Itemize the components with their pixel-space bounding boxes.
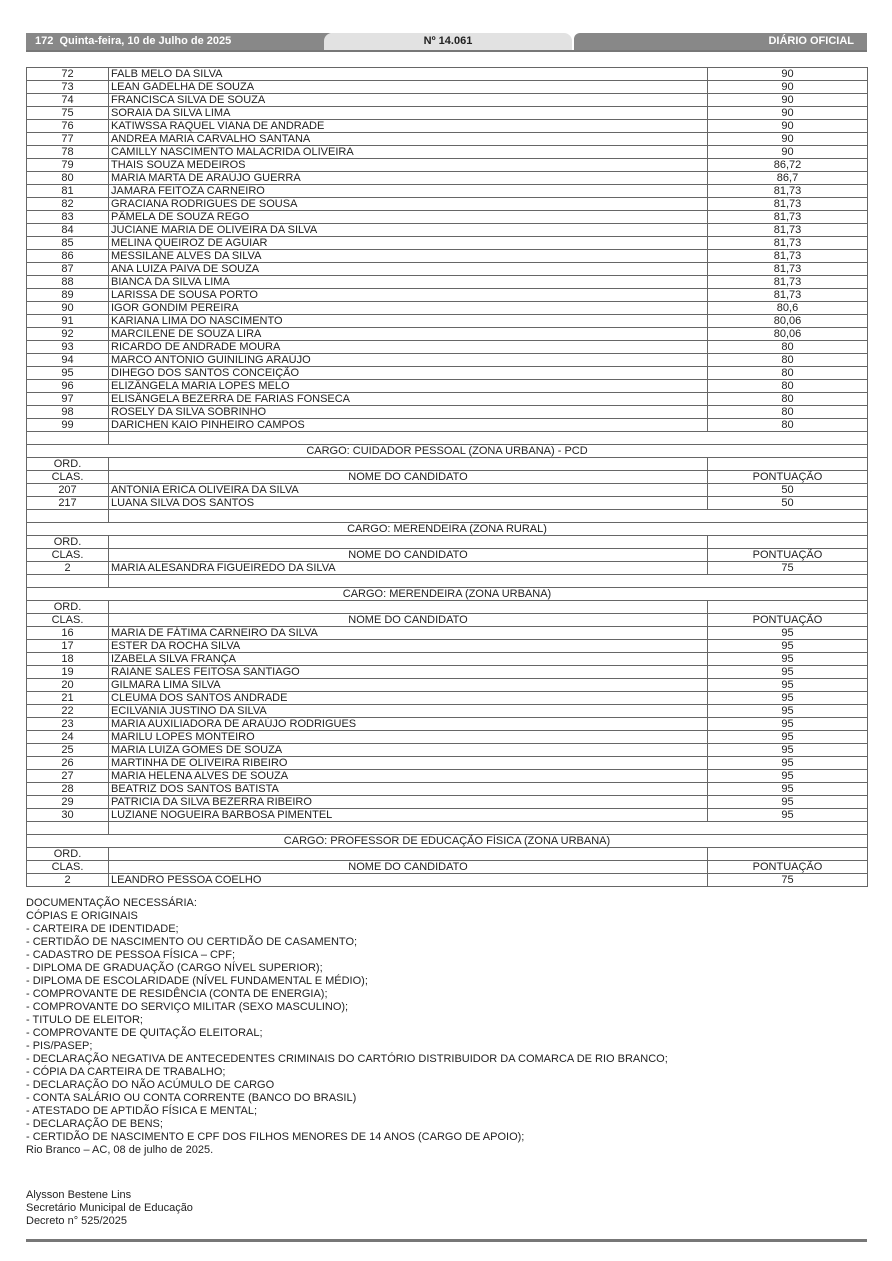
table-row [27,107,868,120]
header-row-bottom [27,861,868,874]
candidate-name-cell: DARICHEN KAIO PINHEIRO CAMPOS [109,419,708,432]
documentation-line: - ATESTADO DE APTIDÃO FÍSICA E MENTAL; [26,1105,258,1117]
table-row [27,666,868,679]
table-row [27,393,868,406]
rank-cell: 73 [27,81,109,94]
documentation-line: DOCUMENTAÇÃO NECESSÁRIA: [26,897,197,909]
candidate-name-cell: RAIANE SALES FEITOSA SANTIAGO [109,666,708,679]
table-row [27,211,868,224]
documentation-line: - DECLARAÇÃO DO NÃO ACÚMULO DE CARGO [26,1079,275,1091]
spacer-cell [27,575,109,588]
header-row-top [27,458,868,471]
table-row [27,640,868,653]
table-row [27,302,868,315]
decree-reference: Decreto n° 525/2025 [26,1215,128,1227]
score-cell: 95 [708,718,868,731]
table-row [27,198,868,211]
score-cell: 75 [708,874,868,887]
signatory-title: Secretário Municipal de Educação [26,1202,193,1214]
score-cell: 90 [708,94,868,107]
documentation-line: - CARTEIRA DE IDENTIDADE; [26,923,179,935]
table-row [27,224,868,237]
clas-header: CLAS. [27,471,109,484]
rank-cell: 26 [27,757,109,770]
candidate-name-cell: IZABELA SILVA FRANÇA [109,653,708,666]
candidate-name-cell: JUCIANE MARIA DE OLIVEIRA DA SILVA [109,224,708,237]
score-cell: 81,73 [708,224,868,237]
candidate-name-cell: ROSELY DA SILVA SOBRINHO [109,406,708,419]
candidate-name-cell: GRACIANA RODRIGUES DE SOUSA [109,198,708,211]
documentation-line: Rio Branco – AC, 08 de julho de 2025. [26,1144,214,1156]
table-row [27,796,868,809]
header-row-top [27,536,868,549]
candidate-name-cell: CAMILLY NASCIMENTO MALACRIDA OLIVEIRA [109,146,708,159]
score-cell: 81,73 [708,289,868,302]
header-row-bottom [27,614,868,627]
candidate-name-cell: KARIANA LIMA DO NASCIMENTO [109,315,708,328]
table-row [27,380,868,393]
candidate-name-cell: ELISÂNGELA BEZERRA DE FARIAS FONSECA [109,393,708,406]
score-cell: 90 [708,81,868,94]
score-header: PONTUAÇÃO [708,861,868,874]
spacer-cell [27,432,109,445]
score-cell: 80,06 [708,315,868,328]
ord-header: ORD. [27,848,109,861]
header-blank [708,848,868,861]
candidate-name-cell: ANA LUIZA PAIVA DE SOUZA [109,263,708,276]
score-cell: 81,73 [708,198,868,211]
candidate-name-cell: MARIA AUXILIADORA DE ARAÚJO RODRIGUES [109,718,708,731]
rank-cell: 20 [27,679,109,692]
table-row [27,627,868,640]
table-row [27,406,868,419]
signatory-name: Alysson Bestene Lins [26,1189,132,1201]
header-blank [109,601,708,614]
score-cell: 95 [708,679,868,692]
rank-cell: 87 [27,263,109,276]
header-rule [26,50,867,52]
ord-header: ORD. [27,536,109,549]
candidate-name-cell: LUANA SILVA DOS SANTOS [109,497,708,510]
score-cell: 95 [708,744,868,757]
table-row [27,133,868,146]
candidate-name-cell: BIANCA DA SILVA LIMA [109,276,708,289]
header-blank [708,601,868,614]
header-blank [708,536,868,549]
table-row [27,783,868,796]
rank-cell: 86 [27,250,109,263]
candidate-name-cell: MARIA ALESANDRA FIGUEIREDO DA SILVA [109,562,708,575]
score-cell: 75 [708,562,868,575]
header-blank [109,536,708,549]
rank-cell: 79 [27,159,109,172]
candidate-name-cell: ANDREA MARIA CARVALHO SANTANA [109,133,708,146]
rank-cell: 91 [27,315,109,328]
score-cell: 90 [708,133,868,146]
table-row [27,562,868,575]
candidate-name-cell: THAIS SOUZA MEDEIROS [109,159,708,172]
score-cell: 90 [708,146,868,159]
score-cell: 95 [708,692,868,705]
score-cell: 80 [708,341,868,354]
rank-cell: 83 [27,211,109,224]
score-cell: 50 [708,497,868,510]
header-blank [109,458,708,471]
rank-cell: 207 [27,484,109,497]
publication-title: DIÁRIO OFICIAL [768,35,854,47]
score-cell: 95 [708,640,868,653]
rank-cell: 97 [27,393,109,406]
rank-cell: 80 [27,172,109,185]
header-blank [708,458,868,471]
ord-header: ORD. [27,601,109,614]
rank-cell: 72 [27,68,109,81]
score-cell: 95 [708,809,868,822]
score-cell: 80 [708,367,868,380]
rank-cell: 25 [27,744,109,757]
score-cell: 81,73 [708,250,868,263]
rank-cell: 90 [27,302,109,315]
score-cell: 80 [708,406,868,419]
score-cell: 81,73 [708,211,868,224]
score-cell: 81,73 [708,237,868,250]
table-row [27,237,868,250]
rank-cell: 93 [27,341,109,354]
table-row [27,159,868,172]
spacer-cell [109,432,868,445]
name-header: NOME DO CANDIDATO [109,549,708,562]
table-row [27,874,868,887]
score-cell: 80,6 [708,302,868,315]
score-cell: 80 [708,380,868,393]
candidate-name-cell: MESSILANE ALVES DA SILVA [109,250,708,263]
table-row [27,185,868,198]
score-cell: 95 [708,770,868,783]
candidate-name-cell: FALB MELO DA SILVA [109,68,708,81]
table-row [27,315,868,328]
candidate-name-cell: LEANDRO PESSOA COELHO [109,874,708,887]
table-row [27,146,868,159]
documentation-list [26,897,867,1157]
table-row [27,770,868,783]
score-cell: 80 [708,419,868,432]
issue-number: Nº 14.061 [324,33,572,50]
table-row [27,276,868,289]
documentation-line: - CONTA SALÁRIO OU CONTA CORRENTE (BANCO DO BRASIL) [26,1092,357,1104]
table-row [27,250,868,263]
score-cell: 86,72 [708,159,868,172]
cargo-row [27,445,868,458]
candidate-name-cell: PATRICIA DA SILVA BEZERRA RIBEIRO [109,796,708,809]
table-row [27,718,868,731]
candidate-name-cell: SORAIA DA SILVA LIMA [109,107,708,120]
score-cell: 81,73 [708,276,868,289]
table-row [27,653,868,666]
clas-header: CLAS. [27,614,109,627]
table-row [27,809,868,822]
rank-cell: 74 [27,94,109,107]
rank-cell: 85 [27,237,109,250]
score-cell: 95 [708,796,868,809]
rank-cell: 2 [27,874,109,887]
score-cell: 81,73 [708,185,868,198]
score-cell: 95 [708,783,868,796]
score-cell: 95 [708,666,868,679]
candidate-name-cell: FRANCISCA SILVA DE SOUZA [109,94,708,107]
score-cell: 95 [708,705,868,718]
candidate-name-cell: MELINA QUEIROZ DE AGUIAR [109,237,708,250]
documentation-line: - COMPROVANTE DO SERVIÇO MILITAR (SEXO MASCULINO); [26,1001,349,1013]
header-row-bottom [27,549,868,562]
rank-cell: 96 [27,380,109,393]
name-header: NOME DO CANDIDATO [109,614,708,627]
rank-cell: 27 [27,770,109,783]
score-cell: 90 [708,107,868,120]
score-header: PONTUAÇÃO [708,549,868,562]
candidate-name-cell: KATIWSSA RAQUEL VIANA DE ANDRADE [109,120,708,133]
rank-cell: 16 [27,627,109,640]
table-row [27,744,868,757]
rank-cell: 2 [27,562,109,575]
candidate-name-cell: DIHEGO DOS SANTOS CONCEIÇÃO [109,367,708,380]
documentation-line: - CERTIDÃO DE NASCIMENTO E CPF DOS FILHOS MENORES DE 14 ANOS (CARGO DE APOIO); [26,1131,525,1143]
table-row [27,341,868,354]
rank-cell: 75 [27,107,109,120]
cargo-row [27,523,868,536]
rank-cell: 30 [27,809,109,822]
table-row [27,354,868,367]
score-cell: 95 [708,627,868,640]
page-header [26,33,867,50]
documentation-line: - COMPROVANTE DE QUITAÇÃO ELEITORAL; [26,1027,263,1039]
candidate-name-cell: MARCILENE DE SOUZA LIRA [109,328,708,341]
rank-cell: 217 [27,497,109,510]
documentation-line: CÓPIAS E ORIGINAIS [26,910,138,922]
spacer-cell [109,575,868,588]
rank-cell: 18 [27,653,109,666]
candidate-name-cell: ESTER DA ROCHA SILVA [109,640,708,653]
candidate-name-cell: ELIZÂNGELA MARIA LOPES MELO [109,380,708,393]
header-blank [109,848,708,861]
rank-cell: 29 [27,796,109,809]
table-row [27,692,868,705]
cargo-title: CARGO: PROFESSOR DE EDUCAÇÃO FÍSICA (ZONA URBANA) [27,835,868,848]
score-cell: 95 [708,653,868,666]
publication-banner [574,33,867,50]
candidate-name-cell: MARIA DE FÁTIMA CARNEIRO DA SILVA [109,627,708,640]
score-cell: 90 [708,120,868,133]
score-cell: 90 [708,68,868,81]
score-cell: 80 [708,393,868,406]
candidate-name-cell: MARIA MARTA DE ARAÚJO GUERRA [109,172,708,185]
table-row [27,120,868,133]
clas-header: CLAS. [27,549,109,562]
candidate-name-cell: LUZIANE NOGUEIRA BARBOSA PIMENTEL [109,809,708,822]
classification-table [26,67,868,887]
header-row-bottom [27,471,868,484]
table-row [27,68,868,81]
score-header: PONTUAÇÃO [708,614,868,627]
table-row [27,94,868,107]
documentation-line: - CÓPIA DA CARTEIRA DE TRABALHO; [26,1066,226,1078]
spacer-cell [109,822,868,835]
cargo-row [27,835,868,848]
cargo-row [27,588,868,601]
spacer-cell [27,510,109,523]
page-number: 172 [35,35,54,47]
rank-cell: 95 [27,367,109,380]
cargo-title: CARGO: CUIDADOR PESSOAL (ZONA URBANA) - PCD [27,445,868,458]
score-header: PONTUAÇÃO [708,471,868,484]
rank-cell: 89 [27,289,109,302]
documentation-line: - CADASTRO DE PESSOA FÍSICA – CPF; [26,949,236,961]
rank-cell: 22 [27,705,109,718]
table-row [27,172,868,185]
spacer-row [27,575,868,588]
rank-cell: 76 [27,120,109,133]
documentation-line: - DECLARAÇÃO NEGATIVA DE ANTECEDENTES CRIMINAIS DO CARTÓRIO DISTRIBUIDOR DA COMARCA DE RIO BRANCO; [26,1053,668,1065]
ord-header: ORD. [27,458,109,471]
documentation-line: - DIPLOMA DE GRADUAÇÃO (CARGO NÍVEL SUPERIOR); [26,962,323,974]
rank-cell: 84 [27,224,109,237]
issue-date: Quinta-feira, 10 de Julho de 2025 [59,35,232,47]
candidate-name-cell: GILMARA LIMA SILVA [109,679,708,692]
header-row-top [27,601,868,614]
table-row [27,367,868,380]
rank-cell: 92 [27,328,109,341]
rank-cell: 82 [27,198,109,211]
cargo-title: CARGO: MERENDEIRA (ZONA URBANA) [27,588,868,601]
score-cell: 50 [708,484,868,497]
rank-cell: 24 [27,731,109,744]
table-row [27,679,868,692]
spacer-row [27,432,868,445]
rank-cell: 98 [27,406,109,419]
score-cell: 81,73 [708,263,868,276]
documentation-line: - CERTIDÃO DE NASCIMENTO OU CERTIDÃO DE CASAMENTO; [26,936,358,948]
candidate-name-cell: RICARDO DE ANDRADE MOURA [109,341,708,354]
rank-cell: 99 [27,419,109,432]
score-cell: 95 [708,757,868,770]
candidate-name-cell: CLEUMA DOS SANTOS ANDRADE [109,692,708,705]
name-header: NOME DO CANDIDATO [109,471,708,484]
spacer-cell [109,510,868,523]
candidate-name-cell: JAMARA FEITOZA CARNEIRO [109,185,708,198]
candidate-name-cell: MARIA HELENA ALVES DE SOUZA [109,770,708,783]
rank-cell: 28 [27,783,109,796]
table-row [27,497,868,510]
candidate-name-cell: LEAN GADELHA DE SOUZA [109,81,708,94]
table-row [27,419,868,432]
candidate-name-cell: PÂMELA DE SOUZA REGO [109,211,708,224]
candidate-name-cell: MARIA LUIZA GOMES DE SOUZA [109,744,708,757]
candidate-name-cell: IGOR GONDIM PEREIRA [109,302,708,315]
score-cell: 95 [708,731,868,744]
cargo-title: CARGO: MERENDEIRA (ZONA RURAL) [27,523,868,536]
header-page-date [26,33,335,50]
rank-cell: 77 [27,133,109,146]
rank-cell: 21 [27,692,109,705]
table-row [27,328,868,341]
spacer-cell [27,822,109,835]
score-cell: 86,7 [708,172,868,185]
candidate-name-cell: LARISSA DE SOUSA PORTO [109,289,708,302]
rank-cell: 78 [27,146,109,159]
rank-cell: 88 [27,276,109,289]
spacer-row [27,510,868,523]
candidate-name-cell: BEATRIZ DOS SANTOS BATISTA [109,783,708,796]
candidate-name-cell: ANTONIA ERICA OLIVEIRA DA SILVA [109,484,708,497]
footer-rule [26,1239,867,1242]
rank-cell: 94 [27,354,109,367]
table-row [27,81,868,94]
documentation-line: - COMPROVANTE DE RESIDÊNCIA (CONTA DE ENERGIA); [26,988,328,1000]
documentation-line: - PIS/PASEP; [26,1040,93,1052]
rank-cell: 23 [27,718,109,731]
candidate-name-cell: MARCO ANTONIO GUINILING ARAÚJO [109,354,708,367]
candidate-name-cell: ECILVANIA JUSTINO DA SILVA [109,705,708,718]
candidate-name-cell: MARILU LOPES MONTEIRO [109,731,708,744]
rank-cell: 17 [27,640,109,653]
header-row-top [27,848,868,861]
classification-table-wrap [26,67,867,887]
table-row [27,289,868,302]
table-row [27,757,868,770]
signature-block [26,1189,193,1228]
score-cell: 80 [708,354,868,367]
name-header: NOME DO CANDIDATO [109,861,708,874]
table-row [27,731,868,744]
score-cell: 80,06 [708,328,868,341]
spacer-row [27,822,868,835]
documentation-line: - DECLARAÇÃO DE BENS; [26,1118,163,1130]
documentation-line: - TITULO DE ELEITOR; [26,1014,143,1026]
table-row [27,263,868,276]
clas-header: CLAS. [27,861,109,874]
rank-cell: 19 [27,666,109,679]
table-row [27,484,868,497]
candidate-name-cell: MARTINHA DE OLIVEIRA RIBEIRO [109,757,708,770]
table-row [27,705,868,718]
documentation-line: - DIPLOMA DE ESCOLARIDADE (NÍVEL FUNDAMENTAL E MÉDIO); [26,975,368,987]
rank-cell: 81 [27,185,109,198]
